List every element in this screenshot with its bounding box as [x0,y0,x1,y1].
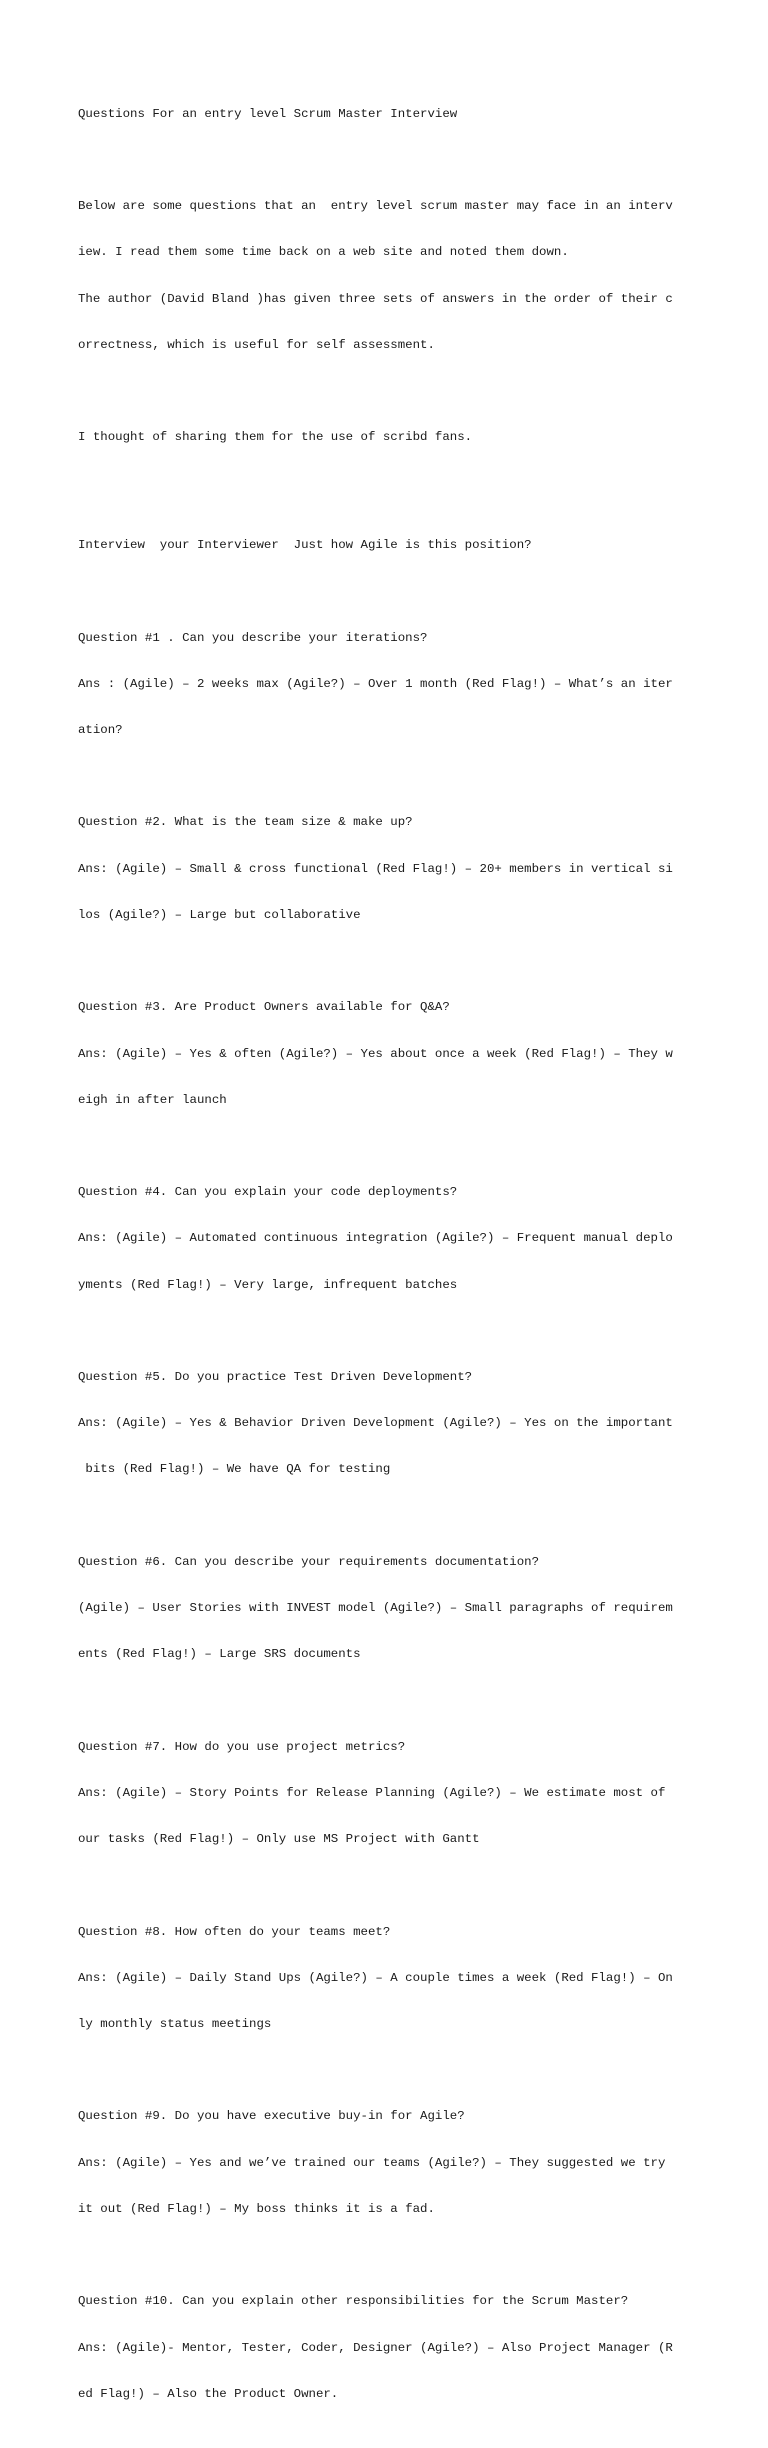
question-line: Question #8. How often do your teams meet? [78,1924,391,1939]
answer-line: eigh in after launch [78,1092,227,1107]
answer-line: Ans: (Agile) – Yes and we’ve trained our teams (Agile?) – They suggested we try [78,2155,666,2170]
intro-line: iew. I read them some time back on a web site and noted them down. [78,245,569,260]
answer-line: Ans: (Agile) – Automated continuous integration (Agile?) – Frequent manual deplo [78,1231,673,1246]
question-line: Question #3. Are Product Owners available for Q&A? [78,1000,450,1015]
question-block-1 [78,600,698,769]
question-block-9 [78,2079,698,2248]
question-block-10 [78,2263,698,2432]
answer-line: ed Flag!) – Also the Product Owner. [78,2386,339,2401]
answer-line: Ans: (Agile) – Yes & often (Agile?) – Yes about once a week (Red Flag!) – They w [78,1046,673,1061]
question-line: Question #5. Do you practice Test Driven Development? [78,1370,473,1384]
question-line: Question #9. Do you have executive buy-in for Agile? [78,2109,465,2124]
answer-line: Ans: (Agile) – Small & cross functional (Red Flag!) – 20+ members in vertical si [78,861,673,876]
document-title [78,76,698,153]
answer-line: Ans: (Agile) – Daily Stand Ups (Agile?) – A couple times a week (Red Flag!) – On [78,1970,673,1985]
document-page [78,76,698,2448]
question-line: Question #4. Can you explain your code deployments? [78,1185,458,1200]
question-line: Question #2. What is the team size & make up? [78,815,413,830]
answer-line: it out (Red Flag!) – My boss thinks it is a fad. [78,2201,435,2216]
answer-line: (Agile) – User Stories with INVEST model (Agile?) – Small paragraphs of requirem [78,1601,673,1616]
answer-line: ents (Red Flag!) – Large SRS documents [78,1647,361,1662]
question-block-8 [78,1894,698,2063]
question-block-2 [78,785,698,954]
answer-line: Ans : (Agile) – 2 weeks max (Agile?) – Over 1 month (Red Flag!) – What’s an iter [78,676,673,691]
question-line: Question #10. Can you explain other responsibilities for the Scrum Master? [78,2294,629,2309]
question-line: Question #6. Can you describe your requirements documentation? [78,1554,540,1569]
intro-line: The author (David Bland )has given three sets of answers in the order of their c [78,291,673,306]
intro-paragraph [78,168,698,384]
answer-line: Ans: (Agile) – Story Points for Release Planning (Agile?) – We estimate most of [78,1785,666,1800]
sharing-paragraph [78,400,698,477]
answer-line: los (Agile?) – Large but collaborative [78,907,361,922]
question-line: Question #1 . Can you describe your iterations? [78,630,428,645]
question-block-3 [78,969,698,1138]
sharing-line: I thought of sharing them for the use of scribd fans. [78,430,473,445]
section-heading-line: Interview your Interviewer Just how Agile is this position? [78,538,532,553]
section-heading [78,507,698,584]
question-block-7 [78,1709,698,1878]
answer-line: ly monthly status meetings [78,2017,272,2032]
answer-line: our tasks (Red Flag!) – Only use MS Project with Gantt [78,1832,480,1847]
title-line: Questions For an entry level Scrum Master Interview [78,106,458,121]
answer-line: Ans: (Agile)- Mentor, Tester, Coder, Designer (Agile?) – Also Project Manager (R [78,2340,673,2355]
question-block-5 [78,1339,698,1508]
question-line: Question #7. How do you use project metrics? [78,1739,406,1754]
intro-line: orrectness, which is useful for self assessment. [78,337,435,352]
answer-line: yments (Red Flag!) – Very large, infrequent batches [78,1277,458,1292]
answer-line: bits (Red Flag!) – We have QA for testing [78,1462,391,1477]
question-block-6 [78,1524,698,1693]
intro-line: Below are some questions that an entry level scrum master may face in an interv [78,199,673,214]
question-block-4 [78,1154,698,1323]
answer-line: ation? [78,723,123,737]
answer-line: Ans: (Agile) – Yes & Behavior Driven Development (Agile?) – Yes on the important [78,1416,673,1431]
